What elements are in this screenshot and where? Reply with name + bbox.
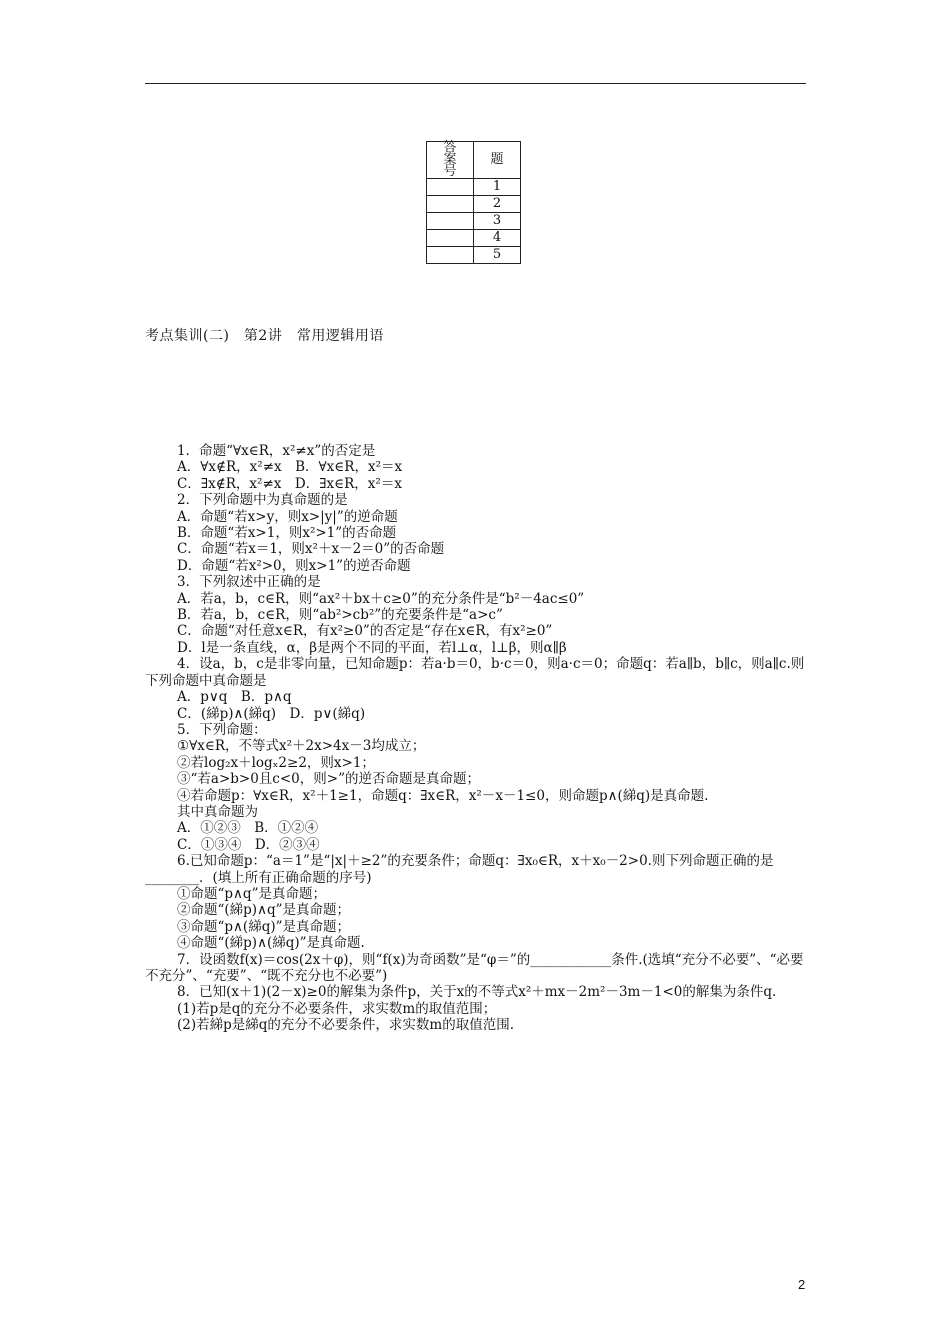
option-line: C．∃x∉R，x²≠x D．∃x∈R，x²＝x (177, 475, 402, 492)
answer-cell[interactable] (427, 247, 474, 264)
answer-table (426, 141, 521, 264)
answer-row (427, 213, 521, 230)
header-char: 题 (490, 152, 504, 167)
question-number: 4 (474, 230, 521, 247)
option-line: C．①③④ D．②③④ (177, 836, 320, 853)
answer-table-header-right (474, 142, 521, 179)
question-line: 4．设a，b，c是非零向量，已知命题p：若a·b＝0，b·c＝0，则a·c＝0；命题q：若a∥b，b∥c，则a∥c.则下列命题中真命题是 (145, 656, 805, 689)
option-line: D．l是一条直线，α，β是两个不同的平面，若l⊥α，l⊥β，则α∥β (177, 639, 567, 656)
statement-line: ④命题“(綈p)∧(綈q)”是真命题. (177, 935, 365, 952)
header-char: 号 (443, 164, 457, 179)
statement-line: ③“若a>b>0且c<0，则>”的逆否命题是真命题； (177, 771, 480, 788)
question-number: 2 (474, 196, 521, 213)
question-number: 5 (474, 247, 521, 264)
question-line: 5．下列命题： (177, 721, 267, 738)
statement-line: ①命题“p∧q”是真命题； (177, 885, 326, 902)
sub-question-line: (1)若p是q的充分不必要条件，求实数m的取值范围； (177, 1000, 497, 1017)
statement-line: ②命题“(綈p)∧q”是真命题； (177, 902, 351, 919)
answer-row (427, 230, 521, 247)
question-line: 6.已知命题p：“a＝1”是“|x|＋≥2”的充要条件；命题q：∃x₀∈R，x＋x₀－2>0.则下列命题正确的是________．(填上所有正确命题的序号) (145, 853, 774, 886)
header-rule (145, 83, 806, 84)
question-line: 其中真命题为 (177, 803, 258, 820)
question-number: 3 (474, 213, 521, 230)
answer-row (427, 247, 521, 264)
question-line: 3．下列叙述中正确的是 (177, 574, 321, 591)
statement-line: ①∀x∈R，不等式x²＋2x>4x－3均成立； (177, 738, 426, 755)
question-line: 1．命题“∀x∈R，x²≠x”的否定是 (177, 443, 376, 459)
option-line: A．命题“若x>y，则x>|y|”的逆命题 (177, 508, 398, 525)
option-line: A．若a，b，c∈R，则“ax²＋bx＋c≥0”的充分条件是“b²－4ac≤0” (177, 590, 585, 607)
option-line: B．若a，b，c∈R，则“ab²>cb²”的充要条件是“a>c” (177, 607, 503, 624)
exercise-content (145, 443, 806, 1034)
section-title: 考点集训(二) 第2讲 常用逻辑用语 (145, 328, 384, 344)
answer-cell[interactable] (427, 196, 474, 213)
question-line: 8．已知(x＋1)(2－x)≥0的解集为条件p，关于x的不等式x²＋mx－2m²－3m－1<0的解集为条件q. (177, 984, 777, 1001)
answer-cell[interactable] (427, 230, 474, 247)
option-line: C．(綈p)∧(綈q) D．p∨(綈q) (177, 705, 366, 722)
page-number: 2 (798, 1277, 806, 1292)
option-line: A．∀x∉R，x²≠x B．∀x∈R，x²＝x (177, 459, 403, 476)
header-char: 答 (443, 140, 457, 155)
answer-cell[interactable] (427, 213, 474, 230)
answer-row (427, 196, 521, 213)
option-line: A．①②③ B．①②④ (177, 820, 319, 837)
answer-table-header (427, 142, 521, 179)
statement-line: ③命题“p∧(綈q)”是真命题； (177, 918, 351, 935)
option-line: B．命题“若x>1，则x²>1”的否命题 (177, 525, 397, 542)
answer-row (427, 179, 521, 196)
option-line: C．命题“对任意x∈R，有x²≥0”的否定是“存在x∈R，有x²≥0” (177, 623, 553, 640)
question-line: 7．设函数f(x)＝cos(2x＋φ)，则“f(x)为奇函数”是“φ＝”的____________条件.(选填“充分不必要”、“必要不充分”、“充要”、“既不充分也不必要”) (145, 951, 804, 984)
statement-line: ②若log₂x＋logₓ2≥2，则x>1； (177, 754, 375, 771)
option-line: D．命题“若x²>0，则x>1”的逆否命题 (177, 557, 411, 574)
question-number: 1 (474, 179, 521, 196)
answer-cell[interactable] (427, 179, 474, 196)
answer-table-header-left (427, 142, 474, 179)
header-char: 案 (443, 152, 457, 167)
question-line: 2．下列命题中为真命题的是 (177, 492, 348, 509)
statement-line: ④若命题p：∀x∈R，x²＋1≥1，命题q：∃x∈R，x²－x－1≤0，则命题p∧(綈q)是真命题. (177, 787, 709, 804)
option-line: C．命题“若x＝1，则x²＋x－2＝0”的否命题 (177, 541, 445, 558)
sub-question-line: (2)若綈p是綈q的充分不必要条件，求实数m的取值范围. (177, 1017, 514, 1034)
option-line: A．p∨q B．p∧q (177, 689, 292, 706)
